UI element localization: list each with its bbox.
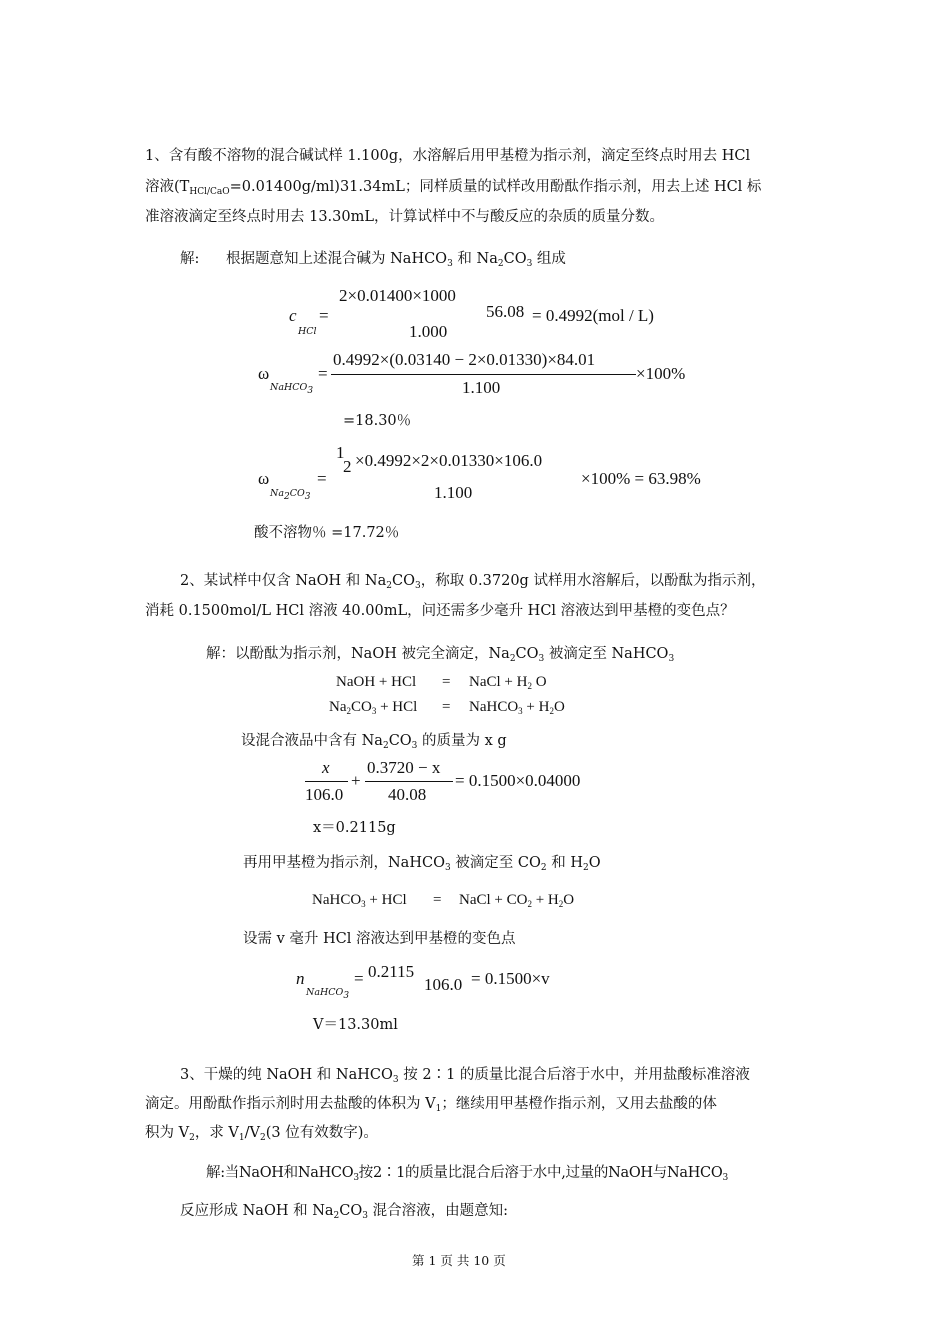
q1-final-result: 酸不溶物％ =17.72％ — [254, 525, 400, 541]
reaction1-equals: = — [442, 674, 451, 690]
page-footer: 第 1 页 共 10 页 — [412, 1253, 506, 1268]
reaction2-equals: = — [442, 699, 451, 715]
eq1-molar-mass: 56.08 — [486, 302, 525, 321]
eq2-subscript: NaHCO$_3$ — [270, 382, 314, 396]
q3-line2: 滴定。用酚酞作指示剂时用去盐酸的体积为 $V_1$；继续用甲基橙作指示剂，又用去盐酸的体 — [145, 1096, 717, 1114]
q1-line1: 1、含有酸不溶物的混合碱试样 1.100g，水溶解后用甲基橙为指示剂，滴定至终点时用去 HCl — [145, 148, 751, 164]
eqn-equals: = — [354, 969, 364, 988]
eqx-num: x — [322, 758, 330, 777]
q3-solution-line1: 解:当NaOH和NaHCO$_3$按2∶1的质量比混合后溶于水中,过量的NaOH与NaHCO$_3$ — [206, 1165, 728, 1183]
eq2-fraction-bar — [331, 374, 636, 375]
q2-set-x: 设混合液品中含有 $Na_2CO_3$ 的质量为 x g — [241, 733, 507, 751]
eqx-frac2-den: 40.08 — [388, 785, 427, 804]
eq1-variable: c — [289, 306, 297, 325]
q1-line2: 溶液$(T_{HCl/CaO}=0.01400g/ml)31.34mL$；同样质量的试样改用酚酞作指示剂，用去上述 HCl 标 — [145, 179, 762, 197]
q1-nahco3-result: =18.30％ — [343, 413, 412, 429]
eq1-denominator: 1.000 — [409, 322, 448, 341]
eq2-percent: ×100% — [636, 364, 686, 383]
q2-again-text: 再用甲基橙为指示剂，NaHCO$_3$ 被滴定至 $CO_2$ 和 $H_2O$ — [243, 855, 601, 873]
eq1-numerator: 2×0.01400×1000 — [339, 286, 456, 305]
q3-line1: 3、干燥的纯 NaOH 和 NaHCO$_3$ 按 2∶1 的质量比混合后溶于水中，并用盐酸标准溶液 — [180, 1067, 750, 1085]
eqx-bar1 — [305, 781, 348, 782]
eqx-rhs: = 0.1500×0.04000 — [455, 771, 581, 790]
eqn-subscript: NaHCO$_3$ — [306, 987, 350, 1001]
q2-set-v: 设需 v 毫升 HCl 溶液达到甲基橙的变色点 — [243, 931, 516, 947]
reaction1-reactants: NaOH + HCl — [336, 674, 417, 690]
eq2-equals: = — [318, 364, 328, 383]
eq3-variable: ω — [258, 469, 270, 488]
q2-x-result: x＝0.2115g — [313, 820, 396, 836]
eq1-equals: = — [319, 306, 329, 325]
eq3-half-two: 2 — [343, 457, 352, 476]
eqx-plus: + — [351, 771, 361, 790]
eq2-variable: ω — [258, 364, 270, 383]
reaction3-reactants: NaHCO$_3$ + HCl — [312, 892, 407, 909]
eqn-numerator: 0.2115 — [368, 962, 415, 981]
reaction3-equals: = — [433, 892, 442, 908]
q1-line3: 准溶液滴定至终点时用去 13.30mL，计算试样中不与酸反应的杂质的质量分数。 — [145, 209, 664, 225]
q2-solution-intro: 解：以酚酞为指示剂，NaOH 被完全滴定，$Na_2CO_3$ 被滴定至 NaHCO$_3$ — [206, 646, 675, 664]
q2-v-result: V＝13.30ml — [313, 1017, 398, 1033]
eq3-result: ×100% = 63.98% — [581, 469, 701, 488]
q2-line2: 消耗 0.1500mol/L HCl 溶液 40.00mL，问还需多少毫升 HCl 溶液达到甲基橙的变色点？ — [145, 603, 735, 619]
eq1-result: = 0.4992(mol / L) — [532, 306, 654, 325]
q3-solution-line2: 反应形成 NaOH 和 $Na_2CO_3$ 混合溶液，由题意知: — [180, 1203, 508, 1221]
eqn-variable: n — [296, 969, 305, 988]
eq3-subscript: $Na_2CO_3$ — [270, 488, 311, 502]
eqx-den: 106.0 — [305, 785, 344, 804]
q2-line1: 2、某试样中仅含 NaOH 和 $Na_2CO_3$，称取 0.3720g 试样用水溶解后，以酚酞为指示剂， — [180, 573, 766, 591]
reaction2-products: NaHCO$_3$ + $H_2O$ — [469, 699, 565, 716]
q3-line3: 积为 $V_2$，求 $V_1/V_2(3$ 位有效数字)。 — [145, 1125, 378, 1143]
eqx-frac2-num: 0.3720 − x — [367, 758, 441, 777]
eq3-equals: = — [317, 469, 327, 488]
eqn-molar-mass: 106.0 — [424, 975, 463, 994]
reaction1-products: NaCl + $H_2$ O — [469, 674, 547, 691]
q1-solution-intro: 根据题意知上述混合碱为 NaHCO$_3$ 和 $Na_2CO_3$ 组成 — [226, 251, 566, 269]
eq2-denominator: 1.100 — [462, 378, 501, 397]
reaction2-reactants: $Na_2CO_3$ + HCl — [329, 699, 418, 716]
eq1-subscript: HCl — [298, 326, 317, 337]
reaction3-products: NaCl + $CO_2 + H_2O$ — [459, 892, 575, 909]
eq3-denominator: 1.100 — [434, 483, 473, 502]
eqn-rhs: = 0.1500×v — [471, 969, 550, 988]
eq3-half-one: 1 — [336, 443, 345, 462]
eq2-numerator: 0.4992×(0.03140 − 2×0.01330)×84.01 — [333, 350, 596, 369]
q1-solution-label: 解: — [180, 251, 200, 267]
eq3-numerator: ×0.4992×2×0.01330×106.0 — [355, 451, 543, 470]
eqx-bar2 — [365, 781, 453, 782]
